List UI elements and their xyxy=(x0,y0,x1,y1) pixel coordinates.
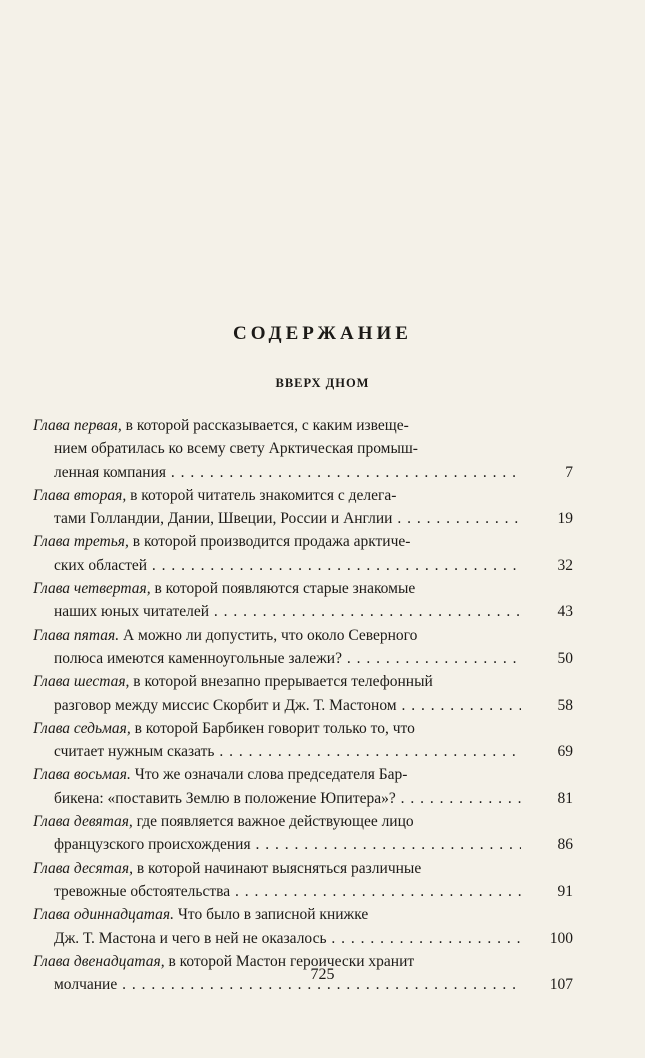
chapter-description: наших юных читателей . . . xyxy=(54,603,521,620)
toc-line xyxy=(33,740,573,763)
toc-line xyxy=(33,437,573,460)
toc-line xyxy=(33,810,573,833)
page-title: СОДЕРЖАНИЕ xyxy=(233,323,412,344)
page-number: 725 xyxy=(310,966,335,983)
chapter-page-number: 100 xyxy=(549,929,573,947)
chapter-label: Глава одиннадцатая. xyxy=(33,906,174,924)
chapter-description: в которой внезапно прерывается телефонный xyxy=(129,673,433,691)
toc-line-text xyxy=(54,554,521,577)
chapter-description: разговор между миссис Скорбит и Дж. Т. Мастоном . . . xyxy=(54,697,521,714)
chapter-description: нием обратилась ко всему свету Арктическая промыш- xyxy=(54,440,418,458)
chapter-page-number: 91 xyxy=(557,882,573,900)
chapter-description: полюса имеются каменноугольные залежи? . . . xyxy=(54,650,521,667)
toc-entry xyxy=(33,484,573,531)
section-title: ВВЕРХ ДНОМ xyxy=(275,376,370,390)
table-of-contents xyxy=(33,414,573,996)
chapter-description: в которой читатель знакомится с делега- xyxy=(126,486,397,504)
chapter-page-number: 107 xyxy=(549,976,573,994)
chapter-description: французского происхождения . . . xyxy=(54,836,521,853)
toc-entry xyxy=(33,414,573,484)
chapter-page-number: 50 xyxy=(557,649,573,667)
chapter-page-number: 19 xyxy=(557,510,573,528)
chapter-page-number: 86 xyxy=(557,836,573,854)
chapter-label: Глава шестая, xyxy=(33,673,130,691)
toc-entry xyxy=(33,530,573,577)
chapter-label: Глава пятая. xyxy=(33,626,120,644)
toc-line-text xyxy=(54,927,521,950)
toc-line-text xyxy=(54,647,521,670)
chapter-description: тревожные обстоятельства . . . xyxy=(54,883,521,900)
toc-line xyxy=(33,600,573,623)
toc-line-text xyxy=(54,507,521,530)
toc-entry xyxy=(33,624,573,671)
chapter-description: А можно ли допустить, что около Северного xyxy=(119,626,418,644)
toc-line-text xyxy=(54,437,418,460)
toc-line xyxy=(33,694,573,717)
toc-line xyxy=(33,507,573,530)
chapter-page-number: 32 xyxy=(557,556,573,574)
toc-line-text xyxy=(54,787,521,810)
toc-line xyxy=(33,763,573,786)
chapter-description: в которой рассказывается, с каким извеще- xyxy=(121,417,409,434)
chapter-page-number: 7 xyxy=(565,463,573,481)
chapter-label: Глава двенадцатая, xyxy=(33,952,165,970)
chapter-page-number: 58 xyxy=(557,696,573,714)
toc-line xyxy=(33,484,573,507)
toc-line xyxy=(33,577,573,600)
toc-line-text xyxy=(54,833,521,856)
toc-line xyxy=(33,833,573,856)
chapter-description: ленная компания . . . xyxy=(54,464,521,481)
chapter-description: Что же означали слова председателя Бар- xyxy=(130,766,408,784)
chapter-description: молчание . . . xyxy=(54,976,521,993)
chapter-page-number: 43 xyxy=(557,603,573,621)
toc-entry xyxy=(33,670,573,717)
toc-line xyxy=(33,554,573,577)
toc-line-text xyxy=(33,530,410,553)
chapter-label: Глава первая, xyxy=(33,417,122,434)
toc-line xyxy=(33,903,573,926)
toc-line-text xyxy=(54,694,521,717)
toc-line xyxy=(33,530,573,553)
toc-line-text xyxy=(54,880,521,903)
chapter-description: в которой появляются старые знакомые xyxy=(150,580,416,598)
chapter-page-number: 69 xyxy=(557,743,573,761)
toc-line-text xyxy=(33,763,407,786)
chapter-description: Дж. Т. Мастона и чего в ней не оказалось . . . xyxy=(54,930,521,947)
chapter-description: в которой Мастон героически хранит xyxy=(164,952,415,970)
toc-line xyxy=(33,927,573,950)
toc-line xyxy=(33,670,573,693)
toc-line-text xyxy=(33,484,396,507)
chapter-description: в которой производится продажа арктиче- xyxy=(128,533,411,551)
chapter-description: бикена: «поставить Землю в положение Юпитера»? . . . xyxy=(54,790,521,807)
toc-line-text xyxy=(33,903,368,926)
chapter-label: Глава восьмая. xyxy=(33,766,131,784)
toc-line xyxy=(33,414,573,437)
chapter-label: Глава девятая, xyxy=(33,813,133,831)
chapter-description: считает нужным сказать . . . xyxy=(54,743,521,760)
toc-line xyxy=(33,880,573,903)
toc-entry xyxy=(33,717,573,764)
toc-line xyxy=(33,647,573,670)
chapter-label: Глава четвертая, xyxy=(33,580,151,598)
chapter-page-number: 81 xyxy=(557,789,573,807)
toc-entry xyxy=(33,763,573,810)
toc-entry xyxy=(33,810,573,857)
toc-line-text xyxy=(33,717,415,740)
toc-line-text xyxy=(33,857,421,880)
chapter-label: Глава третья, xyxy=(33,533,129,551)
toc-entry xyxy=(33,577,573,624)
toc-line xyxy=(33,624,573,647)
chapter-description: ских областей . . . xyxy=(54,557,521,574)
toc-entry xyxy=(33,857,573,904)
toc-line-text xyxy=(33,414,409,437)
toc-line-text xyxy=(54,600,521,623)
toc-line xyxy=(33,461,573,484)
chapter-label: Глава седьмая, xyxy=(33,719,131,737)
chapter-description: в которой Барбикен говорит только то, что xyxy=(130,719,415,737)
toc-line xyxy=(33,857,573,880)
chapter-label: Глава десятая, xyxy=(33,859,133,877)
toc-line xyxy=(33,787,573,810)
toc-line-text xyxy=(33,624,417,647)
toc-line-text xyxy=(33,670,433,693)
toc-line-text xyxy=(54,461,521,484)
chapter-label: Глава вторая, xyxy=(33,486,127,504)
chapter-description: тами Голландии, Дании, Швеции, России и Англии . . . xyxy=(54,510,521,527)
toc-line-text xyxy=(33,577,415,600)
toc-line-text xyxy=(33,810,414,833)
toc-line xyxy=(33,717,573,740)
toc-entry xyxy=(33,903,573,950)
chapter-description: в которой начинают выясняться различные xyxy=(132,859,422,877)
toc-line-text xyxy=(54,740,521,763)
chapter-description: Что было в записной книжке xyxy=(173,906,369,924)
chapter-description: где появляется важное действующее лицо xyxy=(132,813,414,831)
